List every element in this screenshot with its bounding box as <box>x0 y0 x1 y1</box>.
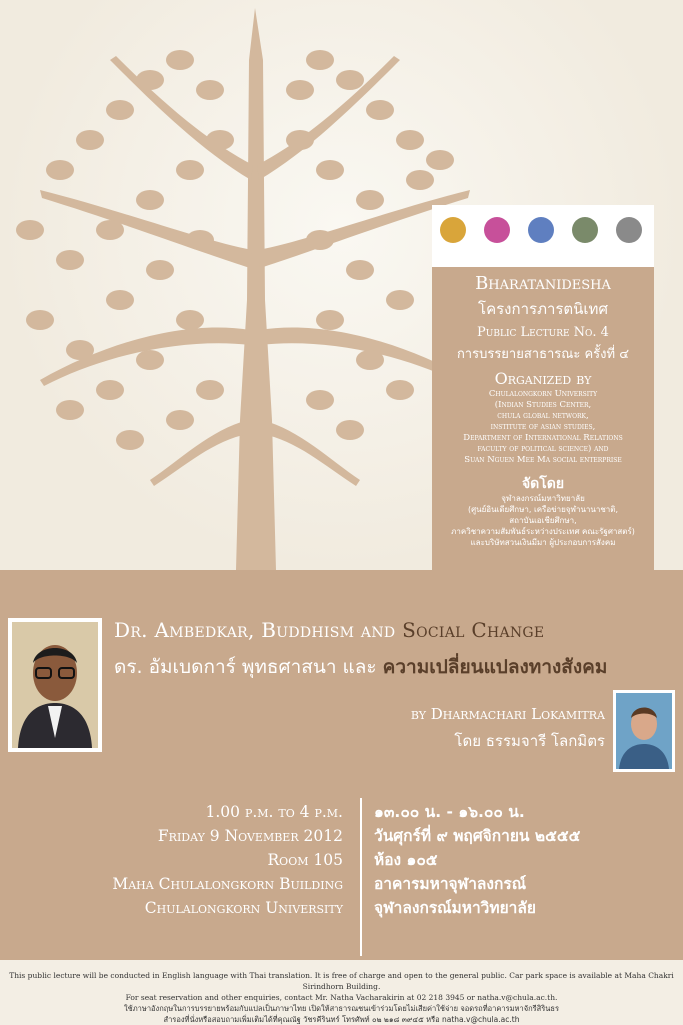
footer-notes <box>0 960 683 1024</box>
date-th: วันศุกร์ที่ ๙ พฤศจิกายน ๒๕๕๕ <box>374 827 581 845</box>
speaker-en: by Dharmachari Lokamitra <box>410 705 605 723</box>
time-en: 1.00 p.m. to 4 p.m. <box>205 803 343 821</box>
organized-by-title: Organized by <box>494 369 592 388</box>
date-en: Friday 9 November 2012 <box>157 827 343 845</box>
building-en: Maha Chulalongkorn Building <box>112 875 343 893</box>
speaker-portrait <box>613 690 675 772</box>
organizers-th: จุฬาลงกรณ์มหาวิทยาลัย (ศูนย์อินเดียศึกษา, เครือข่ายจุฬานานาชาติ, สถาบันเอเชียศึกษา, ภาควิชาความสัมพันธ์ระหว่างประเทศ คณะรัฐศาสตร์) และบริษัทสวนเงินมีมา ผู้ประกอบการสังคม <box>451 494 635 547</box>
building-th: อาคารมหาจุฬาลงกรณ์ <box>374 875 527 893</box>
footer-line-3: ใช้ภาษาอังกฤษในการบรรยายพร้อมกับแปลเป็นภาษาไทย เปิดให้สาธารณชนเข้าร่วมโดยไม่เสียค่าใช้จ่าย จอดรถที่อาคารมหาจักรีสิรินธร <box>123 1004 560 1013</box>
lecture-title-en: Dr. Ambedkar, Buddhism and Social Change <box>114 618 545 642</box>
speaker-th: โดย ธรรมจารี โลกมิตร <box>454 732 605 750</box>
footer-line-4: สำรองที่นั่งหรือสอบถามเพิ่มเติมได้ที่คุณณัฐ วัชรคีรินทร์ โทรศัพท์ ๐๒ ๒๑๘ ๓๙๔๕ หรือ natha.v@chula.ac.th <box>163 1015 520 1024</box>
organizers-en: Chulalongkorn University (Indian Studies Center, chula global network, institute of asian studies, Department of International Relations faculty of political science) and Suan Nguen Mee Ma social enterprise <box>463 389 623 465</box>
room-en: Room 105 <box>267 851 343 869</box>
logo-strip <box>432 205 654 267</box>
lecture-title-th: ดร. อัมเบดการ์ พุทธศาสนา และ ความเปลี่ยนแปลงทางสังคม <box>114 656 608 678</box>
program-title-th: โครงการภารตนิเทศ <box>478 300 608 318</box>
university-logo-icon <box>440 217 466 243</box>
program-title-en: Bharatanidesha <box>475 273 611 294</box>
seal-logo-icon <box>616 217 642 243</box>
event-details-en <box>112 800 343 920</box>
ambedkar-portrait <box>8 618 102 752</box>
chula-global-logo-icon <box>484 217 510 243</box>
info-panel <box>432 205 654 570</box>
lecture-number-en: Public Lecture No. 4 <box>477 325 609 340</box>
room-th: ห้อง ๑๐๕ <box>374 851 438 869</box>
lecture-number-th: การบรรยายสาธารณะ ครั้งที่ ๔ <box>456 347 630 362</box>
time-th: ๑๓.๐๐ น. - ๑๖.๐๐ น. <box>374 803 525 821</box>
footer-line-2: For seat reservation and other enquiries, contact Mr. Natha Vacharakirin at 02 218 3945 or natha.v@chula.ac.th. <box>125 993 558 1002</box>
organized-by-title-th: จัดโดย <box>521 476 565 492</box>
footer-line-1: This public lecture will be conducted in English language with Thai translation. It is free of charge and open to the general public. Car park space is available at Maha Chakri Sirindhorn Building. <box>9 971 674 991</box>
portrait-ambedkar-icon <box>8 618 102 752</box>
university-th: จุฬาลงกรณ์มหาวิทยาลัย <box>374 899 536 917</box>
university-en: Chulalongkorn University <box>144 899 343 917</box>
portrait-speaker-icon <box>613 690 675 772</box>
institute-logo-icon <box>528 217 554 243</box>
event-details-th <box>374 800 580 920</box>
details-divider <box>360 798 362 956</box>
faculty-logo-icon <box>572 217 598 243</box>
